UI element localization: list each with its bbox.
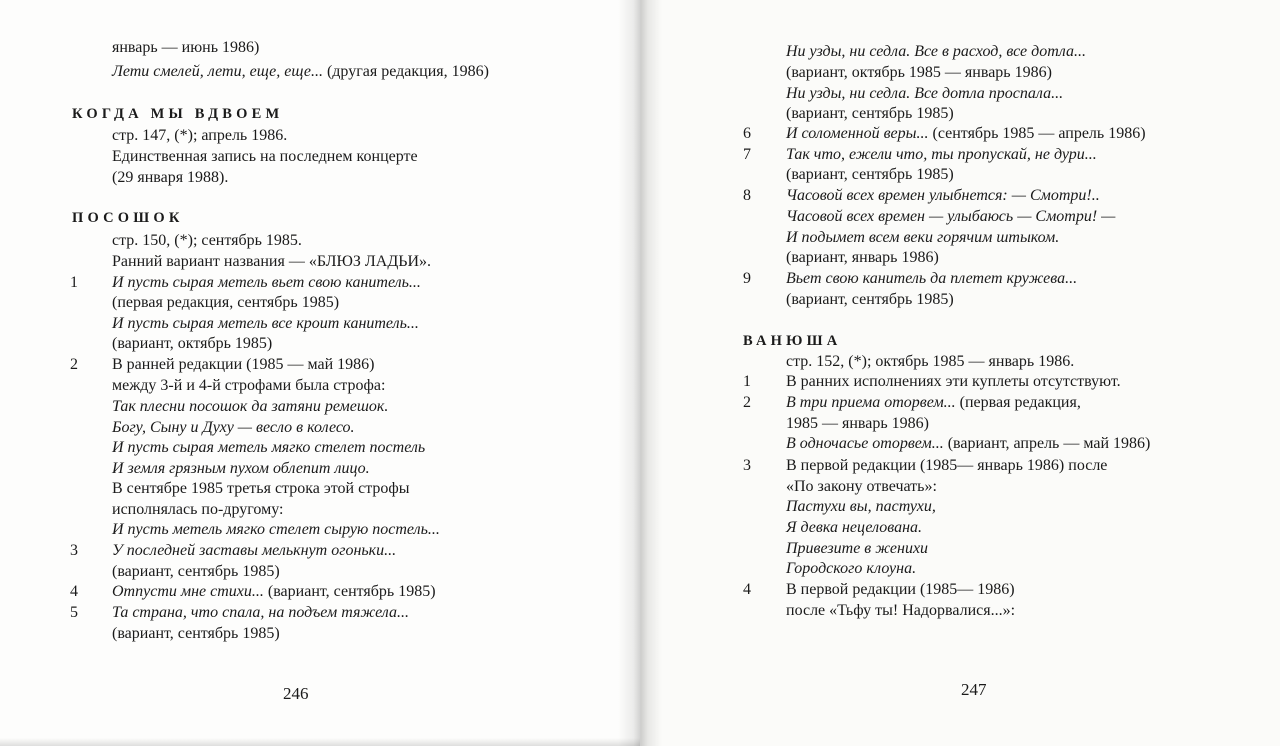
- text-line: (вариант, январь 1986): [786, 249, 939, 266]
- note-number: 4: [743, 581, 751, 598]
- italic-quote: И пусть метель мягко стелет сырую постель...: [112, 521, 440, 538]
- note-number: 1: [743, 373, 751, 390]
- italic-quote: И пусть сырая метель все кроит канитель...: [112, 315, 419, 332]
- text-fragment: (первая редакция,: [959, 394, 1081, 411]
- italic-quote: Богу, Сыну и Духу — весло в колесо.: [112, 419, 355, 436]
- text-line: (29 января 1988).: [112, 169, 229, 186]
- text-line: (первая редакция, сентябрь 1985): [112, 294, 340, 311]
- page-number: 246: [283, 684, 309, 703]
- note-number: 2: [743, 394, 751, 411]
- text-line: январь — июнь 1986): [112, 39, 260, 56]
- text-line: (вариант, сентябрь 1985): [786, 291, 954, 308]
- text-line: исполнялась по-другому:: [112, 501, 284, 518]
- italic-quote: У последней заставы мелькнут огоньки...: [112, 542, 397, 559]
- italic-quote: И пусть сырая метель мягко стелет постель: [112, 439, 426, 456]
- italic-quote: Часовой всех времен — улыбаюсь — Смотри! —: [786, 208, 1116, 225]
- note-number: 3: [70, 542, 78, 559]
- italic-quote: Так что, ежели что, ты пропускай, не дури...: [786, 146, 1097, 163]
- text-line: (вариант, октябрь 1985): [112, 335, 273, 352]
- text-line: стр. 147, (*); апрель 1986.: [112, 127, 288, 144]
- text-line: Ранний вариант названия — «БЛЮЗ ЛАДЬИ».: [112, 253, 431, 270]
- text-line: (вариант, сентябрь 1985): [112, 625, 280, 642]
- italic-quote: И соломенной веры...: [786, 125, 929, 142]
- text-line: [112, 582, 436, 602]
- text-line: «По закону отвечать»:: [786, 478, 937, 495]
- note-number: 3: [743, 457, 751, 474]
- page-number: 247: [961, 680, 987, 699]
- italic-quote: В одночасье оторвем...: [786, 435, 944, 452]
- italic-quote: И пусть сырая метель вьет свою канитель...: [112, 274, 421, 291]
- note-number: 1: [70, 274, 78, 291]
- text-line: [786, 393, 1081, 413]
- section-heading: КОГДА МЫ ВДВОЕМ: [72, 106, 284, 122]
- text-line: 1985 — январь 1986): [786, 415, 929, 432]
- italic-quote: Городского клоуна.: [786, 560, 917, 577]
- text-fragment: (сентябрь 1985 — апрель 1986): [932, 125, 1146, 142]
- note-number: 7: [743, 146, 751, 163]
- section-heading: ВАНЮША: [743, 333, 842, 349]
- italic-quote: Отпусти мне стихи...: [112, 583, 264, 600]
- text-line: стр. 150, (*); сентябрь 1985.: [112, 232, 302, 249]
- note-number: 4: [70, 583, 78, 600]
- text-line: между 3-й и 4-й строфами была строфа:: [112, 377, 386, 394]
- italic-quote: Ни узды, ни седла. Все дотла проспала...: [786, 85, 1064, 102]
- note-number: 9: [743, 270, 751, 287]
- note-number: 5: [70, 604, 78, 621]
- italic-quote: Вьет свою канитель да плетет кружева...: [786, 270, 1078, 287]
- note-number: 8: [743, 187, 751, 204]
- italic-quote: Пастухи вы, пастухи,: [786, 498, 936, 515]
- italic-quote: Так плесни посошок да затяни ремешок.: [112, 398, 389, 415]
- text-line: В первой редакции (1985— 1986): [786, 581, 1015, 598]
- text-line: В первой редакции (1985— январь 1986) после: [786, 457, 1108, 474]
- note-number: 2: [70, 356, 78, 373]
- text-fragment: (вариант, апрель — май 1986): [947, 435, 1151, 452]
- italic-quote: Привезите в женихи: [786, 540, 929, 557]
- text-line: В сентябре 1985 третья строка этой строфы: [112, 480, 410, 497]
- text-fragment: (вариант, сентябрь 1985): [267, 583, 436, 600]
- italic-quote: Ни узды, ни седла. Все в расход, все дотла...: [786, 43, 1086, 60]
- italic-quote: И подымет всем веки горячим штыком.: [786, 229, 1060, 246]
- section-heading: ПОСОШОК: [72, 210, 184, 226]
- text-line: (вариант, сентябрь 1985): [786, 105, 954, 122]
- text-fragment: (другая редакция, 1986): [326, 63, 489, 80]
- italic-quote: В три приема оторвем...: [786, 394, 956, 411]
- text-line: [786, 124, 1146, 144]
- italic-quote: Та страна, что спала, на подъем тяжела...: [112, 604, 409, 621]
- text-line: (вариант, октябрь 1985 — январь 1986): [786, 64, 1052, 81]
- text-line: (вариант, сентябрь 1985): [112, 563, 280, 580]
- italic-quote: И земля грязным пухом облепит лицо.: [112, 460, 370, 477]
- text-line: [112, 62, 489, 82]
- text-line: Единственная запись на последнем концерте: [112, 148, 418, 165]
- note-number: 6: [743, 125, 751, 142]
- right-page: [640, 0, 1280, 746]
- book-gutter: [618, 0, 662, 746]
- italic-quote: Часовой всех времен улыбнется: — Смотри!..: [786, 187, 1100, 204]
- text-line: стр. 152, (*); октябрь 1985 — январь 1986.: [786, 353, 1075, 370]
- italic-quote: Я девка нецелована.: [786, 519, 923, 536]
- text-line: В ранней редакции (1985 — май 1986): [112, 356, 375, 373]
- text-line: после «Тьфу ты! Надорвалися...»:: [786, 602, 1016, 619]
- text-line: (вариант, сентябрь 1985): [786, 166, 954, 183]
- page-edge-shadow: [0, 738, 640, 746]
- text-line: [786, 434, 1150, 454]
- text-line: В ранних исполнениях эти куплеты отсутствуют.: [786, 373, 1121, 390]
- italic-quote: Лети смелей, лети, еще, еще...: [112, 63, 323, 80]
